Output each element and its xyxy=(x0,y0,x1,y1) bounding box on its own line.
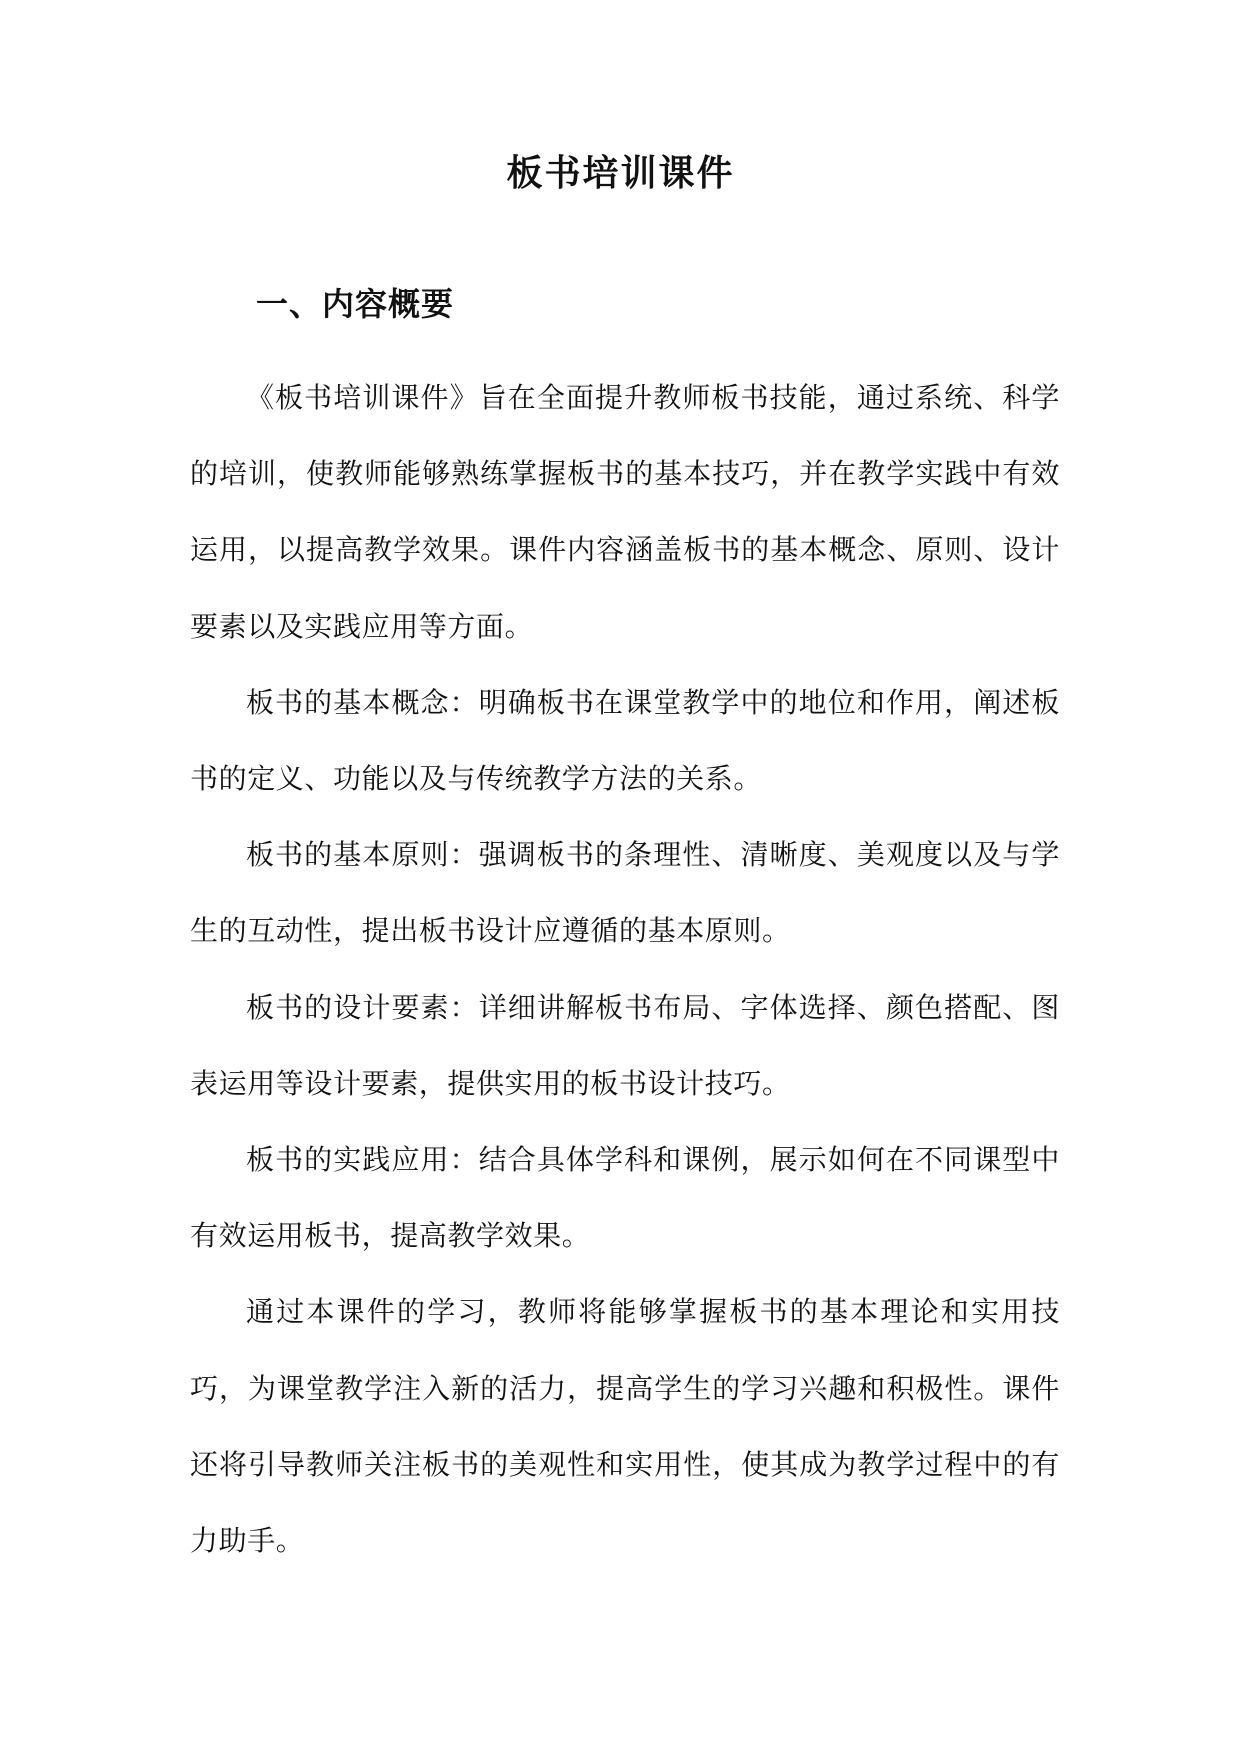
paragraph-intro: 《板书培训课件》旨在全面提升教师板书技能，通过系统、科学的培训，使教师能够熟练掌握板书的基本技巧，并在教学实践中有效运用，以提高教学效果。课件内容涵盖板书的基本概念、原则、设计要素以及实践应用等方面。 xyxy=(190,381,1060,643)
paragraph-conclusion: 通过本课件的学习，教师将能够掌握板书的基本理论和实用技巧，为课堂教学注入新的活力，提高学生的学习兴趣和积极性。课件还将引导教师关注板书的美观性和实用性，使其成为教学过程中的有力助手。 xyxy=(190,1295,1060,1558)
paragraph-basic-concept: 板书的基本概念：明确板书在课堂教学中的地位和作用，阐述板书的定义、功能以及与传统教学方法的关系。 xyxy=(190,685,1060,796)
section-heading: 一、内容概要 xyxy=(256,285,455,323)
paragraph-design-elements: 板书的设计要素：详细讲解板书布局、字体选择、颜色搭配、图表运用等设计要素，提供实用的板书设计技巧。 xyxy=(190,990,1060,1100)
document-title: 板书培训课件 xyxy=(506,152,735,194)
paragraph-practical-application: 板书的实践应用：结合具体学科和课例，展示如何在不同课型中有效运用板书，提高教学效果。 xyxy=(190,1143,1060,1253)
paragraph-basic-principles: 板书的基本原则：强调板书的条理性、清晰度、美观度以及与学生的互动性，提出板书设计应遵循的基本原则。 xyxy=(190,838,1060,948)
document-body xyxy=(190,360,1060,1579)
